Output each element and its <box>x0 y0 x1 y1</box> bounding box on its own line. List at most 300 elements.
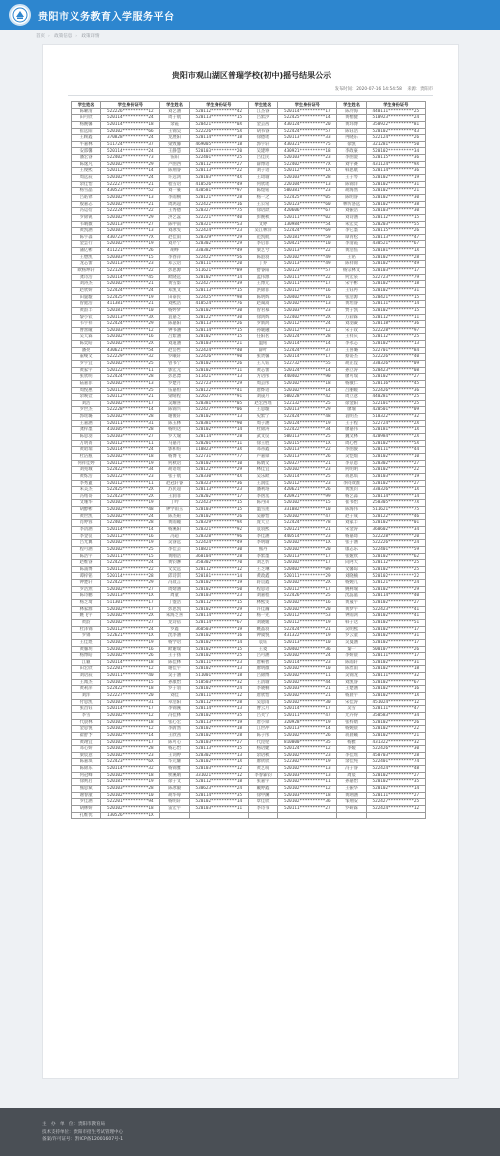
student-name-cell: 冯佳林 <box>160 712 189 719</box>
table-row <box>72 141 426 148</box>
student-name-cell: 李函丞 <box>248 493 277 500</box>
student-name-cell: 陈丝雨 <box>337 666 366 673</box>
student-name-cell: 陈翔睿 <box>160 168 189 175</box>
student-id-cell: 522401**********59 <box>366 546 425 553</box>
student-id-cell: 520113**********26 <box>278 453 337 460</box>
student-name-cell: 黄昭瑞 <box>72 447 101 454</box>
student-name-cell: 胡林妍 <box>72 805 101 812</box>
student-name-cell: 何宏泉 <box>337 274 366 281</box>
student-name-cell: 黄翊宜 <box>72 739 101 746</box>
student-id-cell: 522424**********78 <box>278 520 337 527</box>
student-name-cell: 邓蒂鑫 <box>248 447 277 454</box>
student-name-cell: 曾君慕 <box>248 307 277 314</box>
student-name-cell: 任阳茗 <box>248 334 277 341</box>
student-id-cell: 520103**********18 <box>278 792 337 799</box>
student-id-cell: 431322**********32 <box>366 739 425 746</box>
student-id-cell: 520103**********28 <box>101 785 160 792</box>
student-name-cell: 李媛 <box>337 746 366 753</box>
student-name-cell: 杨婷梦 <box>160 307 189 314</box>
table-row <box>72 467 426 474</box>
student-name-cell: 钟书涵 <box>160 327 189 334</box>
student-id-cell: 520321**********53 <box>189 221 248 228</box>
student-name-cell: 胡语瑶 <box>160 467 189 474</box>
student-id-cell: 520102**********15 <box>278 500 337 507</box>
student-id-cell: 520102**********17 <box>101 739 160 746</box>
student-name-cell: 彭思源 <box>160 268 189 275</box>
student-id-cell: 520102**********49 <box>366 261 425 268</box>
student-id-cell: 430523**********52 <box>101 188 160 195</box>
student-name-cell: 赵欣妍 <box>72 287 101 294</box>
student-id-cell: 522422**********34 <box>101 467 160 474</box>
student-name-cell: 龙芯蕾 <box>72 261 101 268</box>
student-id-cell: 522302**********19 <box>278 759 337 766</box>
student-id-cell: 522425**********14 <box>278 115 337 122</box>
student-id-cell: 520102**********51 <box>366 619 425 626</box>
student-id-cell: 520103**********4X <box>189 175 248 182</box>
student-id-cell: 411381**********21 <box>101 301 160 308</box>
student-name-cell: 李紫墨 <box>248 553 277 560</box>
student-id-cell: 522101**********25 <box>366 400 425 407</box>
student-id-cell: 520114**********14 <box>101 527 160 534</box>
student-name-cell: 李妍晨 <box>337 653 366 660</box>
student-name-cell: 李佳芸 <box>160 546 189 553</box>
student-name-cell: 罗研霖 <box>337 805 366 812</box>
student-name-cell: 孙嘉怡 <box>337 779 366 786</box>
table-row <box>72 805 426 812</box>
student-name-cell: 卢函西 <box>160 161 189 168</box>
student-id-cell: 520102**********10 <box>101 792 160 799</box>
table-row <box>72 712 426 719</box>
table-row <box>72 400 426 407</box>
source-value: 贵阳市 <box>420 87 433 92</box>
table-row <box>72 580 426 587</box>
student-name-cell: 周子涵 <box>248 420 277 427</box>
student-id-cell: 520102**********27 <box>366 374 425 381</box>
student-id-cell: 520111**********20 <box>189 261 248 268</box>
table-row <box>72 321 426 328</box>
student-id-cell: 520102**********18 <box>189 726 248 733</box>
student-id-cell: 520113**********1X <box>101 593 160 600</box>
table-row <box>72 121 426 128</box>
student-name-cell: 杨明轩 <box>160 799 189 806</box>
student-id-cell: 520102**********26 <box>278 732 337 739</box>
student-name-cell: 李秀蓋 <box>72 480 101 487</box>
student-id-cell: 522731**********77 <box>189 453 248 460</box>
student-name-cell: 翟舒予 <box>72 732 101 739</box>
student-name-cell: 胡书睿 <box>248 128 277 135</box>
student-id-cell: 522226**********40 <box>366 354 425 361</box>
table-row <box>72 327 426 334</box>
student-name-cell: 何祥佳婷 <box>72 460 101 467</box>
student-name-cell: 邓云语 <box>160 261 189 268</box>
student-name-cell: 陈祥锦 <box>337 261 366 268</box>
student-id-cell: 520114**********24 <box>101 115 160 122</box>
student-name-cell: 徐则启 <box>72 779 101 786</box>
student-id-cell: 522426**********30 <box>366 746 425 753</box>
student-name-cell: 冯子睿 <box>337 766 366 773</box>
student-name-cell: 李同效淮 <box>337 480 366 487</box>
student-name-cell: 向阿天 <box>337 560 366 567</box>
student-id-cell: 520121**********28 <box>189 194 248 201</box>
table-row <box>72 254 426 261</box>
student-name-cell: 吕丽媛 <box>337 387 366 394</box>
student-name-cell: 沈蕊嵐 <box>337 593 366 600</box>
student-name-cell: 黄莉萍 <box>72 686 101 693</box>
student-name-cell: 王懋凯 <box>72 254 101 261</box>
student-name-cell: 舒睿阳 <box>248 268 277 275</box>
student-name-cell: 刘道涵 <box>160 341 189 348</box>
student-id-cell: 522424**********24 <box>101 287 160 294</box>
student-name-cell: 林家源 <box>72 606 101 613</box>
student-id-cell: 520112**********42 <box>189 108 248 115</box>
student-name-cell: 林传洛远 <box>337 201 366 208</box>
student-name-cell: 周立意 <box>337 394 366 401</box>
table-row <box>72 546 426 553</box>
table-row <box>72 533 426 540</box>
student-id-cell: 520102**********44 <box>278 679 337 686</box>
student-name-cell: 欧谢瑞 <box>160 646 189 653</box>
student-id-cell: 520123**********57 <box>278 268 337 275</box>
student-id-cell: 520111**********12 <box>189 693 248 700</box>
student-id-cell: 520112**********12 <box>278 327 337 334</box>
table-row <box>72 440 426 447</box>
student-name-cell: 刘家丰 <box>337 520 366 527</box>
student-id-cell: 520113**********47 <box>366 234 425 241</box>
student-id-cell: 520102**********1X <box>278 540 337 547</box>
student-id-cell: 520102**********10 <box>278 666 337 673</box>
site-title[interactable]: 贵阳市义务教育入学服务平台 <box>38 11 175 23</box>
student-id-cell: 520114**********22 <box>189 613 248 620</box>
footer-icp-license[interactable]: 备案/许可证号：黔ICP备12001607号-1 <box>42 1137 124 1142</box>
student-id-cell: 520102**********19 <box>366 175 425 182</box>
student-name-cell: 吕皓铎 <box>72 194 101 201</box>
table-row <box>72 434 426 441</box>
student-id-cell: 520103**********19 <box>366 473 425 480</box>
student-id-cell: 520114**********17 <box>278 706 337 713</box>
student-name-cell: 黄梦宇 <box>337 606 366 613</box>
breadcrumb-separator-icon: › <box>75 34 78 39</box>
student-id-cell: 520111**********40 <box>101 673 160 680</box>
student-name-cell: 冯超 <box>160 533 189 540</box>
student-id-cell: 522424**********69 <box>278 228 337 235</box>
student-id-cell: 330382**********49 <box>189 248 248 255</box>
student-name-cell: 黄政鑫 <box>248 573 277 580</box>
student-id-cell: 520112**********17 <box>278 586 337 593</box>
student-name-cell: 刘芹宁 <box>160 241 189 248</box>
table-row <box>72 752 426 759</box>
student-id-cell: 520321**********92 <box>189 527 248 534</box>
student-id-cell: 520181**********14 <box>189 573 248 580</box>
student-name-cell: 罗曦轩 <box>160 354 189 361</box>
student-id-cell: 520102**********34 <box>366 148 425 155</box>
student-id-cell: 520102**********19 <box>101 540 160 547</box>
student-id-cell: 520102**********62 <box>366 553 425 560</box>
student-name-cell: 陈锦兴 <box>160 407 189 414</box>
student-name-cell: 欧杨坤轩 <box>72 268 101 275</box>
student-id-cell: 520113**********22 <box>278 447 337 454</box>
table-row <box>72 334 426 341</box>
student-id-cell: 520102**********47 <box>278 513 337 520</box>
student-id-cell: 522426**********36 <box>366 387 425 394</box>
student-name-cell: 杨芝琦 <box>72 600 101 607</box>
student-id-cell: 520102**********12 <box>278 785 337 792</box>
table-row <box>72 553 426 560</box>
student-id-cell: 520102**********16 <box>189 633 248 640</box>
student-name-cell: 姚柯瑜 <box>337 586 366 593</box>
table-row <box>72 274 426 281</box>
student-id-cell: 520114**********24 <box>101 148 160 155</box>
student-name-cell: 王佳煜 <box>72 639 101 646</box>
student-name-cell: 赵子成 <box>337 513 366 520</box>
table-row <box>72 679 426 686</box>
student-id-cell: 520102**********29 <box>366 586 425 593</box>
student-name-cell: 丁吟 <box>160 500 189 507</box>
student-id-cell: 520112**********24 <box>278 321 337 328</box>
student-id-cell: 520102**********17 <box>101 400 160 407</box>
student-name-cell: 王词婷 <box>160 752 189 759</box>
table-row <box>72 387 426 394</box>
student-name-cell: 罗佳涵 <box>72 799 101 806</box>
student-name-cell: 谭梓铭 <box>72 573 101 580</box>
student-id-cell: 520102**********19 <box>101 241 160 248</box>
student-name-cell: 罗鑫 <box>160 626 189 633</box>
student-id-cell: 520114**********25 <box>278 473 337 480</box>
student-id-cell: 130526**********1X <box>101 812 160 819</box>
student-id-cell: 520111**********02 <box>278 214 337 221</box>
student-id-cell: 511301**********17 <box>101 600 160 607</box>
student-id-cell: 520102**********23 <box>278 752 337 759</box>
student-name-cell: 黄浩焦 <box>337 248 366 255</box>
table-row <box>72 766 426 773</box>
student-name-cell: 周心哲 <box>337 440 366 447</box>
student-name-cell: 王润菲 <box>160 493 189 500</box>
student-id-cell: 350583**********34 <box>366 712 425 719</box>
student-id-cell: 520102**********18 <box>278 380 337 387</box>
student-name-cell: 吴睿远 <box>160 540 189 547</box>
student-id-cell: 522401**********25 <box>189 155 248 162</box>
student-id-cell: 520102**********36 <box>278 799 337 806</box>
student-name-cell: 刘浩 <box>72 400 101 407</box>
student-id-cell: 520102**********29 <box>101 214 160 221</box>
student-name-cell: 周童 <box>160 593 189 600</box>
student-id-cell <box>278 812 337 819</box>
student-name-cell: 陈明辉 <box>248 294 277 301</box>
student-name-cell: 刘艺涵 <box>160 108 189 115</box>
student-name-cell: 宋佳涛 <box>337 699 366 706</box>
results-table-wrapper <box>71 101 426 819</box>
student-id-cell: 520113**********26 <box>189 321 248 328</box>
student-name-cell: 吕紫涵 <box>160 334 189 341</box>
student-id-cell: 520202**********17 <box>189 493 248 500</box>
table-row <box>72 374 426 381</box>
student-id-cell: 520124**********28 <box>278 334 337 341</box>
student-id-cell: 520114**********35 <box>189 792 248 799</box>
breadcrumb-home-link[interactable]: 首页 <box>36 34 45 39</box>
student-id-cell: 511421**********13 <box>189 374 248 381</box>
table-row <box>72 540 426 547</box>
student-name-cell: 安邵馨 <box>72 148 101 155</box>
student-name-cell: 李春萍 <box>160 254 189 261</box>
student-name-cell: 王闻杰 <box>72 679 101 686</box>
student-id-cell: 130984**********54 <box>278 221 337 228</box>
breadcrumb <box>36 33 103 39</box>
student-id-cell: 520102**********27 <box>101 586 160 593</box>
student-name-cell: 黄韵丰 <box>72 307 101 314</box>
student-id-cell: 520102**********31 <box>366 287 425 294</box>
student-name-cell: 杨婉馨 <box>72 121 101 128</box>
student-id-cell: 522425**********98 <box>189 294 248 301</box>
student-id-cell: 522226**********12 <box>101 108 160 115</box>
student-id-cell: 520114**********13 <box>189 706 248 713</box>
student-name-cell: 廖可瑞 <box>337 374 366 381</box>
student-name-cell: 薛叶 <box>248 347 277 354</box>
student-name-cell: 崔书怡 <box>337 500 366 507</box>
student-id-cell: 520102**********24 <box>278 653 337 660</box>
student-id-cell: 520102**********14 <box>189 799 248 806</box>
student-id-cell: 520115**********36 <box>366 155 425 162</box>
table-row <box>72 600 426 607</box>
table-row <box>72 108 426 115</box>
student-name-cell: 黄馨玥 <box>72 646 101 653</box>
student-name-cell: 温雪莲 <box>248 507 277 514</box>
student-name-cell: 黄世凯 <box>72 513 101 520</box>
student-name-cell: 陈浩宇 <box>72 553 101 560</box>
student-name-cell: 赵冠轩睿 <box>160 480 189 487</box>
student-id-cell: 220104**********13 <box>278 181 337 188</box>
student-name-cell: 刘凯睿 <box>337 679 366 686</box>
table-row <box>72 719 426 726</box>
student-id-cell: 430723**********7X <box>101 234 160 241</box>
student-id-cell: 321281**********50 <box>366 141 425 148</box>
table-row <box>72 673 426 680</box>
student-id-cell: 450703**********28 <box>366 752 425 759</box>
student-name-cell: 吴静怡 <box>248 513 277 520</box>
student-id-cell: 520102**********10 <box>366 453 425 460</box>
student-name-cell: 黄烁浩 <box>72 473 101 480</box>
student-id-cell: 330326**********09 <box>366 360 425 367</box>
student-id-cell: 520102**********24 <box>101 513 160 520</box>
education-emblem-icon[interactable] <box>9 4 31 26</box>
student-id-cell: 520102**********27 <box>366 600 425 607</box>
student-name-cell: 李永芯 <box>337 341 366 348</box>
student-name-cell: 李佳瑶 <box>337 752 366 759</box>
student-id-cell: 520102**********25 <box>101 546 160 553</box>
student-name-cell: 唐欣怡 <box>248 693 277 700</box>
student-id-cell: 520102**********13 <box>101 380 160 387</box>
table-row <box>72 799 426 806</box>
student-name-cell: 范凯航 <box>248 234 277 241</box>
student-id-cell: 520102**********21 <box>101 201 160 208</box>
student-name-cell: 杨锦雅 <box>160 766 189 773</box>
student-name-cell: 林熙雯 <box>248 600 277 607</box>
student-name-cell: 张昌钰 <box>72 706 101 713</box>
student-name-cell: 冯玟言 <box>160 580 189 587</box>
student-id-cell: 520102**********14 <box>189 639 248 646</box>
student-name-cell: 周芸彤 <box>248 380 277 387</box>
student-name-cell: 陈湛羽 <box>248 254 277 261</box>
student-name-cell: 吕锦博 <box>248 673 277 680</box>
student-id-cell: 469005**********18 <box>189 141 248 148</box>
student-id-cell: 520102**********22 <box>366 467 425 474</box>
student-id-cell: 520114**********24 <box>101 447 160 454</box>
student-id-cell: 520201**********11 <box>189 440 248 447</box>
table-row <box>72 686 426 693</box>
table-row <box>72 161 426 168</box>
student-name-cell: 蓝伟源 <box>248 274 277 281</box>
student-id-cell: 520111**********27 <box>366 792 425 799</box>
student-name-cell: 雷宏宇 <box>160 805 189 812</box>
student-id-cell: 522422**********16 <box>189 201 248 208</box>
student-id-cell: 520112**********12 <box>189 566 248 573</box>
student-name-cell: 谭青松 <box>337 234 366 241</box>
student-id-cell: 520111**********17 <box>278 281 337 288</box>
student-name-cell: 刘振浩 <box>337 208 366 215</box>
student-name-cell: 吴子涵 <box>160 673 189 680</box>
table-row <box>72 653 426 660</box>
table-row <box>72 248 426 255</box>
student-id-cell: 520114**********67 <box>189 619 248 626</box>
student-id-cell: 520122**********41 <box>189 387 248 394</box>
student-name-cell: 张子涵 <box>337 540 366 547</box>
student-name-cell: 宋金涛 <box>337 527 366 534</box>
student-name-cell: 李京恩 <box>337 460 366 467</box>
student-name-cell: 王钰冉 <box>337 287 366 294</box>
student-id-cell: 520111**********29 <box>278 573 337 580</box>
student-id-cell: 520103**********28 <box>278 175 337 182</box>
student-id-cell: 520112**********23 <box>278 480 337 487</box>
student-name-cell: 彭思漂 <box>160 374 189 381</box>
student-id-cell: 520102**********19 <box>189 580 248 587</box>
student-name-cell: 魏文林 <box>337 434 366 441</box>
student-id-cell: 520124**********19 <box>278 420 337 427</box>
student-name-cell: 李蔚然 <box>160 726 189 733</box>
lottery-results-table <box>71 101 426 819</box>
student-id-cell: 520114**********32 <box>101 766 160 773</box>
table-row <box>72 261 426 268</box>
student-id-cell: 520111**********14 <box>366 301 425 308</box>
student-id-cell: 520329**********9X <box>189 520 248 527</box>
student-id-cell: 520113**********14 <box>278 726 337 733</box>
student-name-cell: 徐王胜 <box>248 440 277 447</box>
student-name-cell: 姚晶羽 <box>248 626 277 633</box>
table-row <box>72 208 426 215</box>
table-row <box>72 586 426 593</box>
student-id-cell: 520113**********15 <box>189 287 248 294</box>
table-row <box>72 493 426 500</box>
student-id-cell: 520102**********15 <box>189 334 248 341</box>
breadcrumb-policy-link[interactable]: 政策信息 <box>54 34 73 39</box>
student-name-cell: 刘苑城 <box>72 467 101 474</box>
student-name-cell: 卢嘉锋 <box>248 453 277 460</box>
student-id-cell <box>366 812 425 819</box>
student-id-cell: 522701**********84 <box>366 347 425 354</box>
student-id-cell: 520102**********22 <box>366 573 425 580</box>
student-name-cell: 王俊熙 <box>72 168 101 175</box>
student-id-cell: 522732**********55 <box>278 360 337 367</box>
table-row <box>72 294 426 301</box>
source-label: 来源： <box>407 87 421 92</box>
table-row <box>72 314 426 321</box>
student-id-cell: 520402**********36 <box>278 646 337 653</box>
student-name-cell: 杨语婕 <box>248 746 277 753</box>
student-name-cell: 程可涵 <box>72 546 101 553</box>
student-id-cell: 520112**********1X <box>278 168 337 175</box>
student-id-cell: 520102**********01 <box>366 520 425 527</box>
student-id-cell: 520111**********31 <box>101 420 160 427</box>
student-name-cell: 钟虞悦 <box>248 633 277 640</box>
student-name-cell: 朱海芝喜 <box>160 613 189 620</box>
student-id-cell: 520329**********29 <box>189 234 248 241</box>
